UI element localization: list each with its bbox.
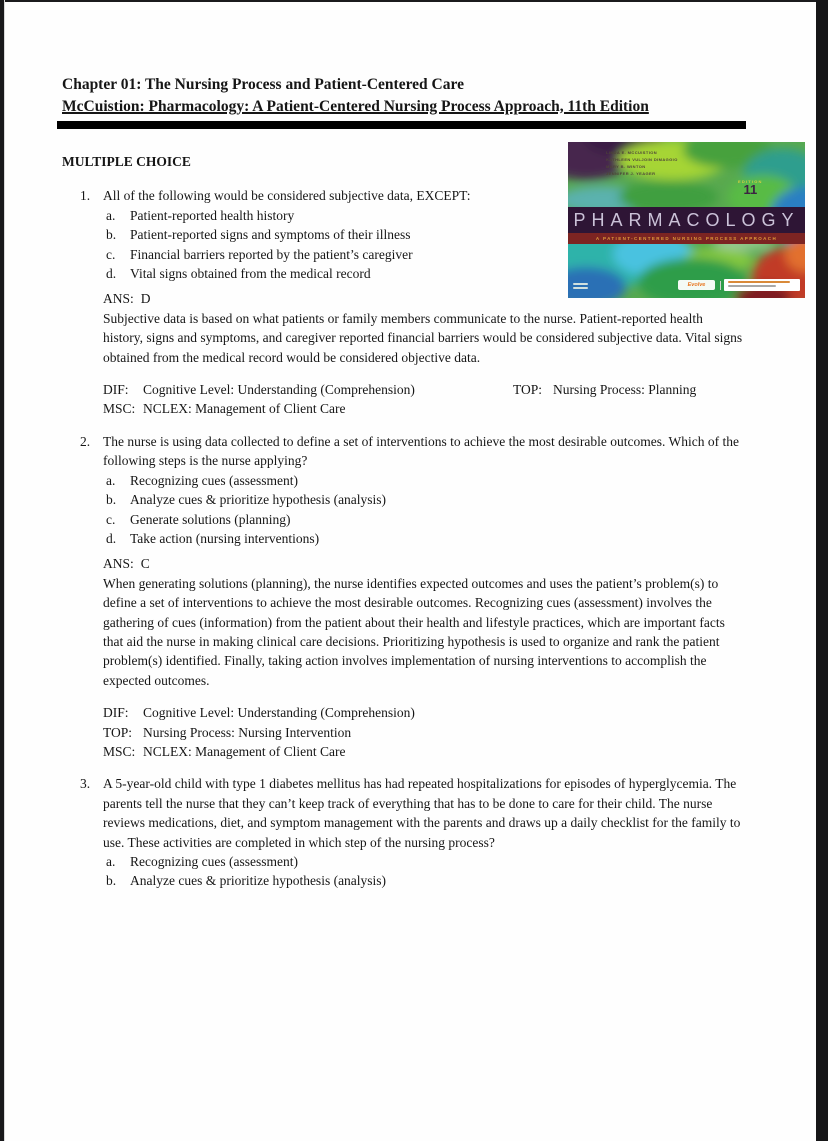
option-letter: b.: [106, 492, 117, 508]
answer-label: ANS:: [103, 556, 134, 572]
option-text: Recognizing cues (assessment): [130, 854, 298, 869]
answer-rationale: Subjective data is based on what patients or family members communicate to the nurse. Patient-reported health history, signs and symptoms, and caregiver reported financial barriers would be considered subjective data. Vital signs obtained from the medical record would be considered objective data.: [103, 310, 743, 365]
question-body: [103, 774, 746, 890]
question-list: [62, 186, 746, 890]
tag-row: [103, 380, 746, 399]
option-list: [103, 471, 746, 549]
question-tags: [103, 380, 746, 419]
option-text: Generate solutions (planning): [130, 511, 291, 527]
cover-author: MARY B. WINTON: [606, 164, 646, 169]
option-a: [106, 206, 563, 225]
question-3: [62, 774, 746, 890]
msc-value: NCLEX: Management of Client Care: [143, 743, 346, 759]
chapter-title: Chapter 01: The Nursing Process and Patient-Centered Care: [62, 76, 464, 93]
dif-label: DIF:: [103, 382, 129, 398]
edition-number: 11: [743, 182, 758, 197]
option-letter: a.: [106, 854, 116, 869]
top-label: TOP:: [513, 382, 543, 398]
top-value: Nursing Process: Nursing Intervention: [143, 724, 352, 740]
question-stem: All of the following would be considered subjective data, EXCEPT:: [103, 188, 471, 204]
cover-title: PHARMACOLOGY: [568, 207, 805, 233]
option-text: Analyze cues & prioritize hypothesis (analysis): [130, 492, 387, 508]
option-text: Analyze cues & prioritize hypothesis (analysis): [130, 873, 387, 889]
option-letter: a.: [106, 472, 116, 488]
cover-author: KATHLEEN VULJOIN DIMAGGIO: [606, 157, 678, 162]
option-text: Take action (nursing interventions): [130, 530, 320, 546]
tag-row: [103, 399, 746, 418]
dif-value: Cognitive Level: Understanding (Comprehension): [143, 705, 415, 721]
page-border-right: [816, 0, 828, 1141]
option-d: [106, 529, 746, 548]
evolve-logo: Evolve: [678, 280, 715, 290]
option-a: [106, 852, 746, 871]
header-divider-bar: [57, 121, 746, 129]
question-1: [62, 186, 746, 418]
option-text: Financial barriers reported by the patient’s caregiver: [130, 246, 413, 262]
msc-value: NCLEX: Management of Client Care: [143, 401, 346, 417]
option-c: [106, 245, 563, 264]
document-header: [62, 74, 746, 129]
top-value: Nursing Process: Planning: [553, 382, 697, 398]
option-c: [106, 510, 746, 529]
option-letter: c.: [106, 511, 116, 527]
question-2: [62, 432, 746, 762]
option-b: [106, 490, 746, 509]
answer-block: [103, 289, 746, 367]
answer-letter: C: [140, 556, 150, 572]
option-list: [103, 206, 563, 284]
question-tags: [103, 703, 746, 761]
question-stem: A 5-year-old child with type 1 diabetes mellitus has had repeated hospitalizations for episodes of hyperglycemia. The parents tell the nurse that they can’t keep track of everything that has to be done to care for their child. The nurse reviews medications, diet, and symptom management with the parents and draws up a daily checklist for the family to use. These activities are completed in which step of the nursing process?: [103, 776, 741, 850]
document-content: [62, 74, 746, 891]
question-number: 3.: [80, 776, 91, 792]
option-letter: a.: [106, 207, 116, 223]
msc-label: MSC:: [103, 743, 136, 759]
question-stem: The nurse is using data collected to define a set of interventions to achieve the most desirable outcomes. Which of the following steps is the nurse applying?: [103, 433, 739, 469]
answer-letter: D: [140, 291, 151, 307]
question-number: 1.: [80, 188, 91, 204]
top-label: TOP:: [103, 724, 133, 740]
option-text: Vital signs obtained from the medical record: [130, 266, 371, 282]
option-letter: b.: [106, 873, 117, 889]
option-d: [106, 264, 563, 283]
option-a: [106, 471, 746, 490]
option-text: Patient-reported health history: [130, 207, 295, 223]
msc-label: MSC:: [103, 401, 136, 417]
option-b: [106, 225, 563, 244]
option-letter: b.: [106, 227, 117, 243]
answer-line: [103, 554, 746, 573]
cover-subtitle: A PATIENT-CENTERED NURSING PROCESS APPROACH: [568, 233, 805, 244]
answer-label: ANS:: [103, 291, 134, 307]
top-tag: [513, 382, 696, 397]
option-letter: d.: [106, 266, 117, 282]
book-title: McCuistion: Pharmacology: A Patient-Centered Nursing Process Approach, 11th Edition: [62, 98, 649, 115]
edition-label: EDITION: [738, 179, 763, 184]
answer-line: [103, 289, 746, 308]
page-border-top: [0, 0, 828, 2]
section-label: MULTIPLE CHOICE: [62, 154, 191, 169]
question-body: [103, 186, 746, 418]
option-text: Patient-reported signs and symptoms of their illness: [130, 227, 411, 243]
tag-row: [103, 723, 746, 742]
option-letter: c.: [106, 246, 116, 262]
tag-row: [103, 703, 746, 722]
dif-tag: [103, 380, 513, 399]
option-list: [103, 852, 746, 891]
question-body: [103, 432, 746, 762]
option-b: [106, 871, 746, 890]
dif-label: DIF:: [103, 705, 129, 721]
option-text: Recognizing cues (assessment): [130, 472, 298, 488]
cover-author: LINDA E. MCCUISTION: [606, 150, 658, 155]
question-number: 2.: [80, 433, 91, 449]
dif-value: Cognitive Level: Understanding (Comprehension): [143, 382, 415, 398]
page-border-left: [0, 0, 5, 1141]
answer-rationale: When generating solutions (planning), the nurse identifies expected outcomes and uses the patient’s problem(s) to define a set of interventions to achieve the most desirable outcomes. Recognizing cues (assessment) involves the gathering of cues (information) from the patient about their health and lifestyle practices, which are important facts that aid the nurse in making clinical care decisions. Prioritizing hypothesis is used to organize and rank the patient problem(s) identified. Finally, taking action involves implementation of nursing interventions to accomplish the expected outcomes.: [103, 575, 725, 688]
answer-block: [103, 554, 746, 690]
tag-row: [103, 742, 746, 761]
cover-author: JENNIFER J. YEAGER: [606, 171, 656, 176]
option-letter: d.: [106, 530, 117, 546]
